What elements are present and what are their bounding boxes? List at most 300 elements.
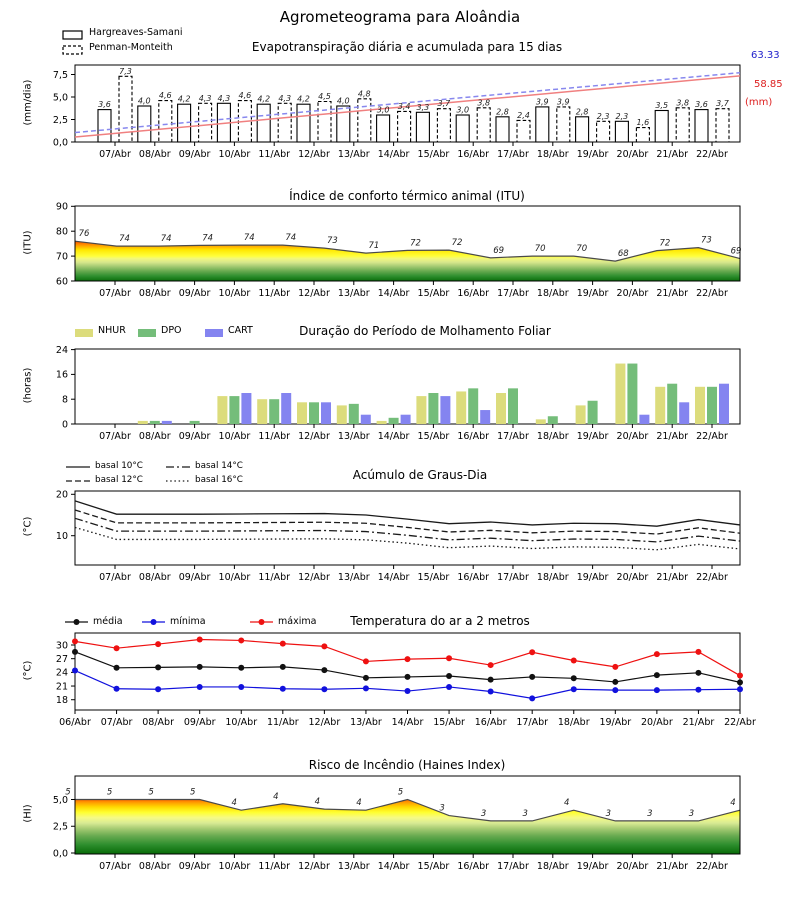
bar-dpo (229, 396, 239, 424)
x-tick-label: 07/Abr (99, 861, 131, 872)
x-tick-label: 17/Abr (497, 149, 529, 160)
data-point (612, 664, 618, 670)
value-label: 3 (439, 803, 445, 814)
y-tick-label: 2,5 (52, 821, 68, 833)
x-tick-label: 17/Abr (497, 431, 529, 442)
x-tick-label: 10/Abr (218, 431, 251, 442)
bar-cart (719, 384, 729, 424)
bar-value-label: 2,3 (596, 111, 610, 121)
data-point (197, 684, 203, 690)
x-tick-label: 13/Abr (337, 572, 370, 583)
right-axis-unit: (mm) (745, 97, 773, 108)
x-tick-label: 07/Abr (99, 431, 131, 442)
penman-cumulative-total: 63.33 (751, 50, 780, 61)
legend-label-basal10: basal 10°C (95, 461, 143, 471)
x-tick-label: 08/Abr (138, 149, 171, 160)
bar-cart (480, 410, 490, 424)
chart-title-itu: Índice de conforto térmico animal (ITU) (289, 189, 525, 203)
data-point (571, 686, 577, 692)
x-tick-label: 18/Abr (536, 149, 569, 160)
value-label: 5 (106, 787, 113, 798)
molhamento-bars (138, 364, 729, 424)
graus_dia-axes (56, 490, 740, 583)
bar-nhur (576, 405, 586, 424)
x-tick-label: 09/Abr (183, 717, 216, 728)
legend-label-hargreaves: Hargreaves-Samani (89, 27, 183, 38)
bar-penman (358, 99, 371, 142)
bar-penman (477, 108, 490, 142)
data-point (321, 686, 327, 692)
x-tick-label: 16/Abr (457, 572, 490, 583)
data-point (695, 687, 701, 693)
legend-swatch-dashed-icon (63, 46, 82, 54)
data-point (72, 649, 78, 655)
bar-penman (398, 111, 411, 142)
bar-penman (517, 120, 530, 142)
bar-nhur (536, 419, 546, 424)
x-tick-label: 17/Abr (516, 717, 549, 728)
ylabel-molhamento: (horas) (22, 367, 34, 404)
x-tick-label: 19/Abr (576, 431, 609, 442)
bar-value-label: 2,8 (575, 107, 589, 117)
page-title: Agrometeograma para Aloândia (279, 8, 521, 26)
y-tick-label: 24 (55, 667, 68, 679)
x-tick-label: 18/Abr (536, 861, 569, 872)
bar-hargreaves (98, 110, 111, 142)
value-label: 74 (160, 234, 172, 245)
x-tick-label: 18/Abr (536, 572, 569, 583)
value-label: 74 (243, 233, 255, 244)
bar-hargreaves (456, 115, 469, 142)
bar-value-label: 4,0 (336, 96, 350, 106)
x-tick-label: 21/Abr (656, 431, 689, 442)
x-tick-label: 22/Abr (696, 149, 728, 160)
bar-value-label: 3,6 (695, 100, 708, 110)
y-tick-label: 70 (55, 251, 68, 263)
x-tick-label: 09/Abr (178, 149, 211, 160)
bar-value-label: 4,2 (257, 94, 271, 104)
value-label: 73 (701, 235, 712, 246)
bar-hargreaves (655, 111, 668, 143)
x-tick-label: 08/Abr (138, 431, 171, 442)
bar-value-label: 4,6 (238, 91, 252, 101)
value-label: 3 (647, 808, 653, 819)
data-point (654, 651, 660, 657)
data-point (612, 687, 618, 693)
data-point (405, 688, 411, 694)
data-point (238, 665, 244, 671)
data-point (114, 686, 120, 692)
y-tick-label: 30 (55, 640, 68, 652)
data-point (488, 689, 494, 695)
legend-dot-icon (259, 619, 265, 625)
ylabel-temperatura: (°C) (22, 660, 34, 681)
bar-penman (636, 128, 649, 142)
x-tick-label: 14/Abr (377, 149, 410, 160)
data-point (363, 658, 369, 664)
x-tick-label: 18/Abr (536, 431, 569, 442)
x-tick-label: 15/Abr (417, 149, 450, 160)
y-tick-label: 18 (55, 695, 68, 707)
value-label: 72 (659, 238, 671, 249)
chart-title-temperatura: Temperatura do ar a 2 metros (350, 614, 530, 628)
x-tick-label: 12/Abr (308, 717, 341, 728)
x-tick-label: 16/Abr (457, 431, 490, 442)
bar-cart (162, 421, 172, 424)
bar-dpo (667, 384, 677, 424)
x-tick-label: 21/Abr (656, 861, 689, 872)
bar-dpo (588, 401, 598, 424)
bar-value-label: 4,0 (137, 96, 151, 106)
value-label: 74 (202, 233, 214, 244)
value-label: 74 (285, 233, 297, 244)
x-tick-label: 13/Abr (337, 861, 370, 872)
x-tick-label: 15/Abr (417, 288, 450, 299)
data-point (321, 667, 327, 673)
data-point (280, 641, 286, 647)
x-tick-label: 21/Abr (656, 288, 689, 299)
y-tick-label: 0 (61, 419, 68, 431)
x-tick-label: 15/Abr (417, 572, 450, 583)
x-tick-label: 10/Abr (218, 149, 251, 160)
x-tick-label: 22/Abr (696, 572, 728, 583)
legend-label-cart: CART (228, 325, 253, 336)
value-label: 71 (368, 241, 380, 252)
x-tick-label: 07/Abr (100, 717, 133, 728)
bar-penman (199, 103, 212, 142)
value-label: 4 (356, 798, 362, 809)
legend-label-minima: mínima (170, 616, 206, 627)
x-tick-label: 17/Abr (497, 861, 529, 872)
bar-penman (278, 103, 291, 142)
bar-dpo (707, 387, 717, 424)
bar-penman (437, 109, 450, 142)
bar-hargreaves (416, 112, 429, 142)
x-tick-label: 13/Abr (337, 288, 370, 299)
value-label: 3 (688, 808, 695, 819)
x-tick-label: 08/Abr (138, 572, 171, 583)
x-tick-label: 14/Abr (377, 572, 410, 583)
bar-penman (676, 108, 689, 142)
y-tick-label: 24 (55, 344, 68, 356)
bar-dpo (508, 388, 518, 424)
bar-cart (440, 396, 450, 424)
x-tick-label: 14/Abr (377, 861, 410, 872)
bar-nhur (217, 396, 227, 424)
x-tick-label: 21/Abr (656, 149, 689, 160)
legend-dot-icon (74, 619, 80, 625)
x-tick-label: 20/Abr (616, 149, 649, 160)
ylabel-itu: (ITU) (22, 230, 34, 255)
data-point (321, 643, 327, 649)
bar-nhur (416, 396, 426, 424)
bar-dpo (468, 388, 478, 424)
value-label: 4 (730, 798, 736, 809)
bar-value-label: 3,0 (456, 105, 470, 115)
x-tick-label: 10/Abr (218, 288, 251, 299)
data-point (654, 672, 660, 678)
data-point (280, 664, 286, 670)
temp-markers-1 (72, 668, 743, 702)
data-point (571, 658, 577, 664)
x-tick-label: 22/Abr (724, 717, 756, 728)
bar-hargreaves (536, 107, 549, 142)
data-point (363, 685, 369, 691)
data-point (280, 686, 286, 692)
bar-value-label: 3,4 (397, 101, 411, 111)
value-label: 73 (326, 236, 338, 247)
data-point (571, 675, 577, 681)
value-label: 5 (189, 787, 196, 798)
data-point (238, 637, 244, 643)
x-tick-label: 11/Abr (258, 288, 291, 299)
x-tick-label: 11/Abr (258, 861, 291, 872)
y-tick-label: 5,0 (52, 794, 68, 806)
data-point (363, 675, 369, 681)
x-tick-label: 21/Abr (682, 717, 715, 728)
x-tick-label: 18/Abr (557, 717, 590, 728)
legend-label-nhur: NHUR (98, 325, 126, 336)
bar-dpo (349, 404, 359, 424)
x-tick-label: 10/Abr (218, 572, 251, 583)
chart-title-haines: Risco de Incêndio (Haines Index) (308, 758, 506, 772)
bar-cart (639, 415, 649, 424)
x-tick-label: 06/Abr (59, 717, 91, 728)
x-tick-label: 07/Abr (99, 149, 131, 160)
x-tick-label: 15/Abr (433, 717, 465, 728)
haines-area (75, 800, 740, 855)
y-tick-label: 27 (55, 653, 68, 665)
value-label: 68 (617, 249, 629, 260)
data-point (488, 677, 494, 683)
data-point (529, 649, 535, 655)
x-tick-label: 08/Abr (142, 717, 174, 728)
data-point (155, 641, 161, 647)
legend-label-basal16: basal 16°C (195, 475, 243, 485)
data-point (238, 684, 244, 690)
bar-value-label: 4,5 (318, 92, 331, 101)
x-tick-label: 21/Abr (656, 572, 689, 583)
y-tick-label: 10 (55, 531, 68, 542)
y-tick-label: 5,0 (52, 92, 68, 104)
data-point (737, 686, 743, 692)
x-tick-label: 11/Abr (266, 717, 299, 728)
bar-value-label: 4,2 (297, 94, 310, 104)
data-point (737, 679, 743, 685)
data-point (114, 665, 120, 671)
bar-dpo (548, 416, 558, 424)
graus-dia-line-dashdot (75, 518, 740, 542)
x-tick-label: 11/Abr (258, 431, 291, 442)
bar-dpo (150, 421, 160, 424)
x-tick-label: 08/Abr (138, 288, 171, 299)
bar-value-label: 2,4 (517, 110, 530, 120)
data-point (612, 679, 618, 685)
x-tick-label: 09/Abr (178, 861, 211, 872)
y-tick-label: 90 (55, 201, 68, 213)
ylabel-haines: (HI) (22, 804, 34, 823)
bar-value-label: 1,6 (636, 118, 650, 128)
x-tick-label: 17/Abr (497, 572, 529, 583)
value-label: 4 (231, 798, 237, 809)
legend-swatch-solid-icon (63, 31, 82, 39)
bar-nhur (138, 421, 148, 424)
data-point (72, 668, 78, 674)
value-label: 4 (564, 798, 570, 809)
bar-dpo (190, 421, 200, 424)
legend-swatch-nhur (75, 329, 93, 337)
x-tick-label: 15/Abr (417, 431, 450, 442)
bar-dpo (269, 399, 279, 424)
value-label: 72 (451, 238, 463, 249)
bar-cart (241, 393, 251, 424)
bar-cart (361, 415, 371, 424)
data-point (737, 673, 743, 679)
chart-title-graus-dia: Acúmulo de Graus-Dia (352, 468, 488, 482)
data-point (197, 664, 203, 670)
bar-value-label: 3,9 (556, 97, 570, 107)
bar-hargreaves (138, 106, 151, 142)
bar-dpo (389, 418, 399, 424)
legend-label-basal14: basal 14°C (195, 461, 243, 471)
data-point (405, 656, 411, 662)
legend-swatch-cart (205, 329, 223, 337)
value-label: 76 (78, 229, 90, 240)
x-tick-label: 09/Abr (178, 431, 211, 442)
value-label: 69 (730, 246, 742, 257)
legend-dot-icon (151, 619, 157, 625)
bar-hargreaves (496, 117, 509, 142)
bar-cart (401, 415, 411, 424)
bar-nhur (257, 399, 267, 424)
legend-label-media: média (93, 616, 123, 627)
x-tick-label: 10/Abr (225, 717, 258, 728)
value-label: 4 (314, 797, 321, 808)
bar-value-label: 4,8 (357, 89, 371, 99)
value-label: 3 (480, 808, 487, 819)
value-label: 74 (119, 234, 130, 245)
data-point (197, 637, 203, 643)
x-tick-label: 13/Abr (337, 149, 370, 160)
x-tick-label: 07/Abr (99, 288, 131, 299)
data-point (155, 686, 161, 692)
value-label: 4 (273, 791, 279, 802)
x-tick-label: 22/Abr (696, 288, 728, 299)
hargreaves-cumulative-total: 58.85 (754, 79, 783, 90)
bar-nhur (655, 387, 665, 424)
bar-cart (679, 402, 689, 424)
data-point (155, 664, 161, 670)
x-tick-label: 20/Abr (641, 717, 673, 728)
bar-hargreaves (257, 104, 270, 142)
x-tick-label: 19/Abr (576, 288, 609, 299)
evapotranspiracao-axes (53, 65, 740, 160)
y-tick-label: 60 (55, 276, 68, 288)
x-tick-label: 16/Abr (457, 861, 490, 872)
bar-value-label: 2,8 (496, 107, 509, 117)
x-tick-label: 14/Abr (377, 288, 410, 299)
y-tick-label: 7,5 (52, 69, 68, 81)
y-tick-label: 2,5 (52, 114, 68, 126)
value-label: 5 (397, 787, 404, 798)
bar-hargreaves (377, 115, 390, 142)
x-tick-label: 12/Abr (298, 572, 330, 583)
bar-hargreaves (576, 117, 589, 142)
bar-value-label: 4,3 (217, 93, 231, 103)
bar-value-label: 3,3 (416, 102, 430, 112)
y-tick-label: 0,0 (52, 848, 68, 860)
bar-cart (281, 393, 291, 424)
ylabel-graus-dia: (°C) (22, 516, 34, 537)
data-point (72, 638, 78, 644)
x-tick-label: 11/Abr (258, 572, 291, 583)
value-label: 72 (410, 238, 421, 249)
bar-dpo (428, 393, 438, 424)
x-tick-label: 20/Abr (616, 572, 649, 583)
x-tick-label: 12/Abr (298, 861, 330, 872)
x-tick-label: 12/Abr (298, 149, 330, 160)
y-tick-label: 8 (61, 394, 68, 406)
bar-penman (716, 109, 729, 142)
y-tick-label: 20 (55, 489, 68, 501)
x-tick-label: 19/Abr (576, 861, 609, 872)
x-tick-label: 20/Abr (616, 861, 649, 872)
data-point (114, 645, 120, 651)
x-tick-label: 14/Abr (391, 717, 424, 728)
bar-hargreaves (695, 110, 708, 142)
value-label: 5 (148, 787, 154, 798)
bar-value-label: 2,3 (615, 111, 629, 121)
x-tick-label: 07/Abr (99, 572, 131, 583)
x-tick-label: 08/Abr (138, 861, 171, 872)
data-point (405, 674, 411, 680)
bar-value-label: 3,8 (676, 98, 690, 108)
bar-penman (318, 102, 331, 143)
x-tick-label: 13/Abr (350, 717, 382, 728)
bar-nhur (615, 364, 625, 424)
x-tick-label: 11/Abr (258, 149, 291, 160)
ylabel-evapotranspiracao: (mm/dia) (22, 79, 34, 126)
data-point (695, 670, 701, 676)
y-tick-label: 21 (55, 681, 68, 693)
evapo-bar-labels (98, 67, 730, 127)
data-point (529, 695, 535, 701)
data-point (529, 674, 535, 680)
bar-nhur (496, 393, 506, 424)
bar-nhur (695, 387, 705, 424)
bar-nhur (337, 405, 347, 424)
value-label: 69 (493, 245, 505, 256)
legend-label-basal12: basal 12°C (95, 475, 143, 485)
value-label: 70 (534, 244, 546, 255)
x-tick-label: 17/Abr (497, 288, 529, 299)
value-label: 3 (605, 808, 612, 819)
x-tick-label: 16/Abr (457, 149, 490, 160)
data-point (654, 687, 660, 693)
bar-value-label: 3,6 (98, 100, 111, 110)
bar-nhur (377, 421, 387, 424)
x-tick-label: 12/Abr (298, 431, 330, 442)
x-tick-label: 09/Abr (178, 572, 211, 583)
data-point (446, 684, 452, 690)
x-tick-label: 20/Abr (616, 288, 649, 299)
x-tick-label: 20/Abr (616, 431, 649, 442)
x-tick-label: 12/Abr (298, 288, 330, 299)
bar-value-label: 3,8 (477, 98, 491, 108)
x-tick-label: 19/Abr (599, 717, 632, 728)
x-tick-label: 09/Abr (178, 288, 211, 299)
data-point (446, 673, 452, 679)
